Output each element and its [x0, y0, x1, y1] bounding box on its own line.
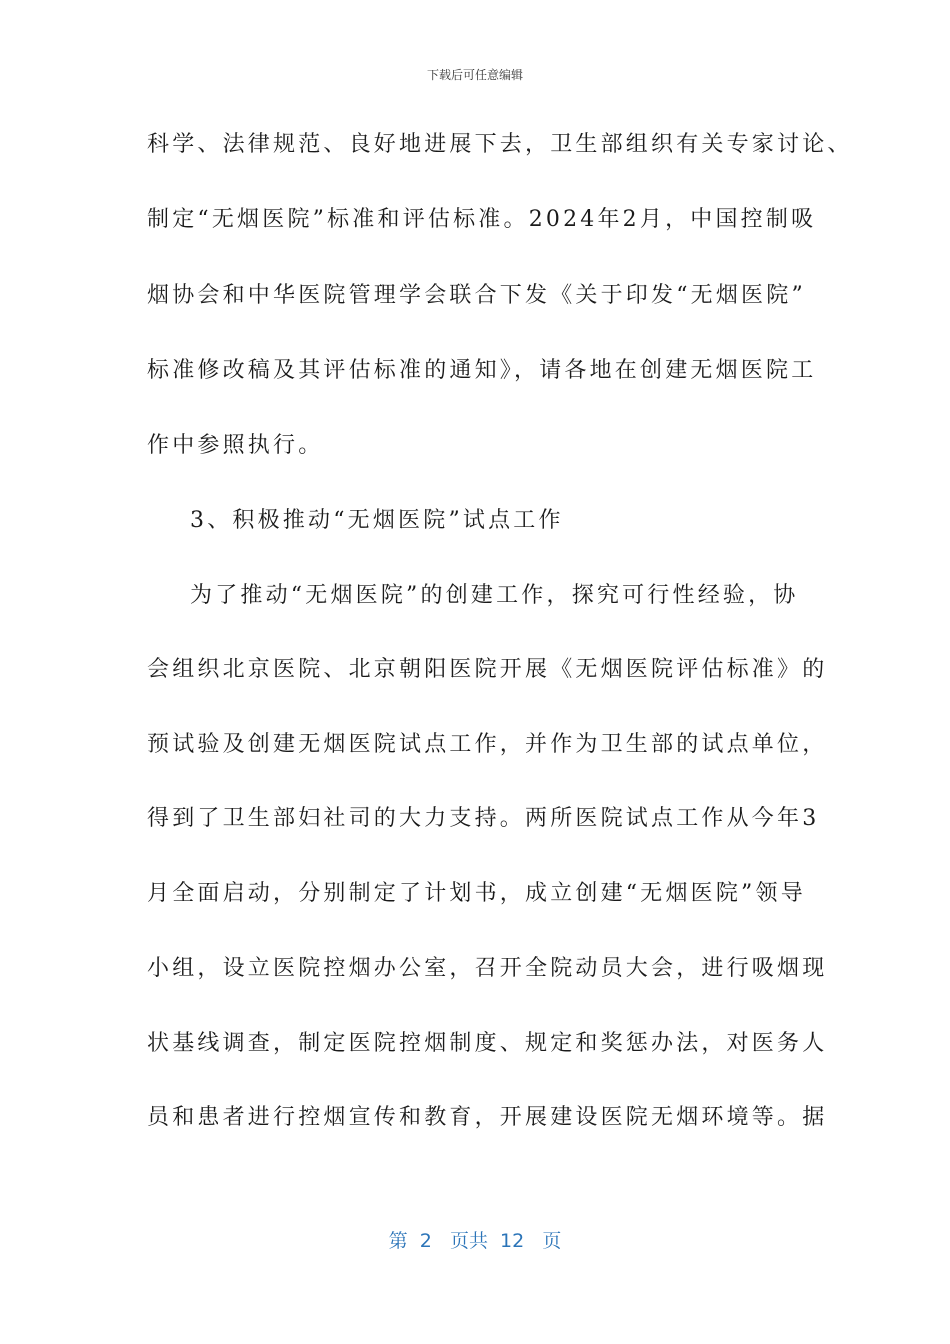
paragraph-first-line: 为了推动“无烟医院”的创建工作，探究可行性经验，协 [190, 583, 799, 608]
text-line: 会组织北京医院、北京朝阳医院开展《无烟医院评估标准》的 [147, 657, 828, 682]
section-heading: 3、积极推动“无烟医院”试点工作 [190, 508, 564, 533]
page-number-footer: 第 2 页共 12 页 [388, 1230, 562, 1252]
page-header: 下载后可任意编辑 [426, 68, 523, 82]
text-line: 预试验及创建无烟医院试点工作，并作为卫生部的试点单位， [147, 732, 828, 757]
text-line: 员和患者进行控烟宣传和教育，开展建设医院无烟环境等。据 [147, 1105, 828, 1130]
text-line: 制定“无烟医院”标准和评估标准。2024年2月，中国控制吸 [147, 207, 817, 232]
text-line: 小组，设立医院控烟办公室，召开全院动员大会，进行吸烟现 [147, 956, 828, 981]
text-line: 标准修改稿及其评估标准的通知》，请各地在创建无烟医院工 [147, 358, 817, 383]
text-line: 得到了卫生部妇社司的大力支持。两所医院试点工作从今年3 [147, 806, 820, 831]
text-line: 状基线调查，制定医院控烟制度、规定和奖惩办法，对医务人 [147, 1031, 828, 1056]
text-line: 烟协会和中华医院管理学会联合下发《关于印发“无烟医院” [147, 283, 806, 308]
text-line: 作中参照执行。 [147, 433, 324, 458]
text-line: 科学、法律规范、良好地进展下去，卫生部组织有关专家讨论、 [147, 132, 853, 157]
text-line: 月全面启动，分别制定了计划书，成立创建“无烟医院”领导 [147, 881, 806, 906]
